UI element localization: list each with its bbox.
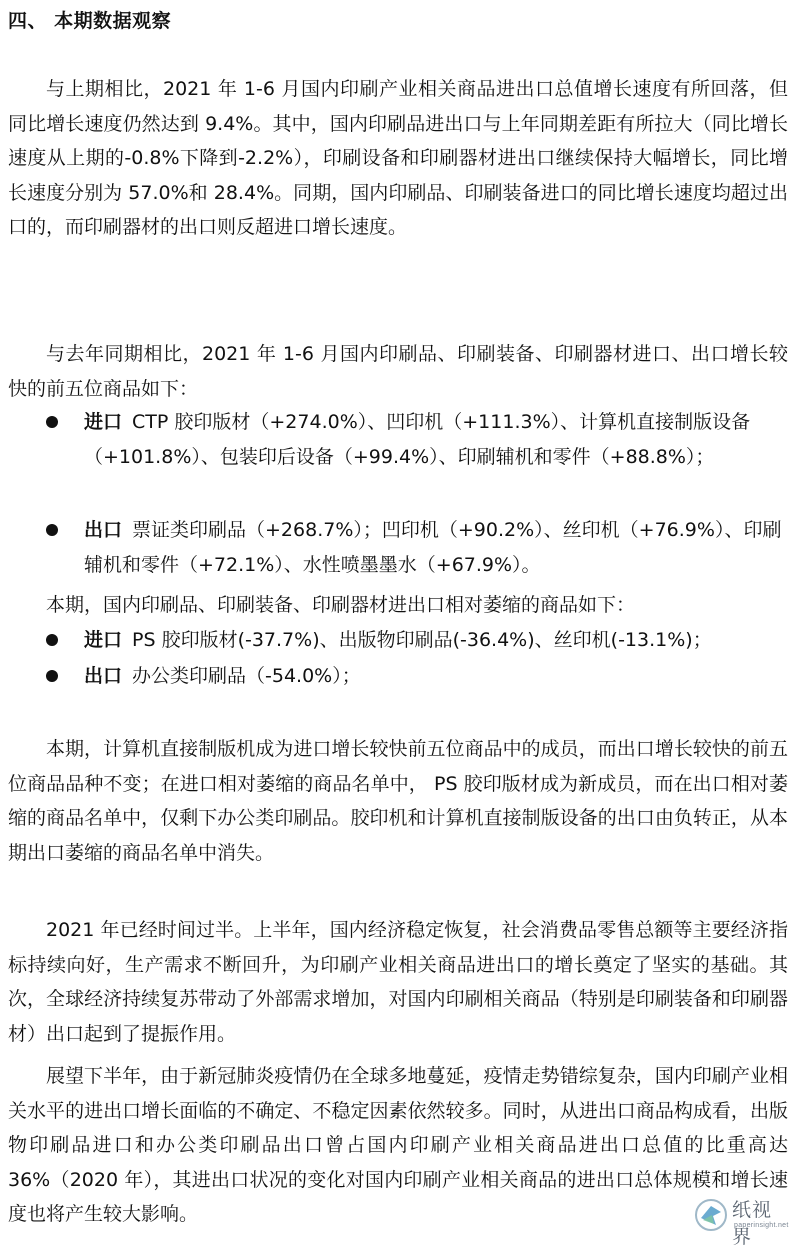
- bullet-icon: [46, 416, 58, 428]
- watermark-url: paperinsight.net: [734, 1222, 789, 1229]
- list-item-text: CTP 胶印版材（+274.0%）、凹印机（+111.3%）、计算机直接制版设备（+101.8%）、包装印后设备（+99.4%）、印刷辅机和零件（+88.8%）；: [84, 411, 751, 468]
- paragraph-2: 与去年同期相比，2021 年 1-6 月国内印刷品、印刷装备、印刷器材进口、出口增长较快的前五位商品如下：: [8, 343, 788, 400]
- list-item-text: 票证类印刷品（+268.7%）；凹印机（+90.2%）、丝印机（+76.9%）、印刷辅机和零件（+72.1%）、水性喷墨墨水（+67.9%）。: [84, 519, 782, 576]
- paragraph-3: 本期，国内印刷品、印刷装备、印刷器材进出口相对萎缩的商品如下：: [46, 594, 636, 616]
- watermark-name: 纸视界: [732, 1199, 773, 1248]
- paper-bird-logo-icon: [694, 1198, 728, 1232]
- list-item-text: 办公类印刷品（-54.0%）；: [132, 665, 361, 687]
- paragraph-1: 与上期相比，2021 年 1-6 月国内印刷产业相关商品进出口总值增长速度有所回落，但同比增长速度仍然达到 9.4%。其中，国内印刷品进出口与上年同期差距有所拉大（同比增长速度从上期的-0.8%下降到-2.2%），印刷设备和印刷器材进出口继续保持大幅增长，同比增长速度分别为 57.0%和 28.4%。同期，国内印刷品、印刷装备进口的同比增长速度均超过出口的，而印刷器材的出口则反超进口增长速度。: [8, 78, 788, 238]
- list-item-label: 进口: [84, 629, 123, 651]
- bullet-icon: [46, 524, 58, 536]
- watermark: [694, 1195, 790, 1248]
- list-item-label: 出口: [84, 519, 123, 541]
- paragraph-6: 展望下半年，由于新冠肺炎疫情仍在全球多地蔓延，疫情走势错综复杂，国内印刷产业相关水平的进出口增长面临的不确定、不稳定因素依然较多。同时，从进出口商品构成看，出版物印刷品进口和办公类印刷品出口曾占国内印刷产业相关商品进出口总值的比重高达 36%（2020 年），其进出口状况的变化对国内印刷产业相关商品的进出口总体规模和增长速度也将产生较大影响。: [8, 1065, 788, 1225]
- list-item-text: PS 胶印版材(-37.7%)、出版物印刷品(-36.4%)、丝印机(-13.1%)；: [132, 629, 712, 651]
- list-item-label: 出口: [84, 665, 123, 687]
- bullet-icon: [46, 670, 58, 682]
- paragraph-4: 本期，计算机直接制版机成为进口增长较快前五位商品中的成员，而出口增长较快的前五位商品品种不变；在进口相对萎缩的商品名单中， PS 胶印版材成为新成员，而在出口相对萎缩的商品名单中，仅剩下办公类印刷品。胶印机和计算机直接制版设备的出口由负转正，从本期出口萎缩的商品名单中消失。: [8, 738, 788, 864]
- section-heading: 四、 本期数据观察: [8, 10, 172, 32]
- bullet-icon: [46, 634, 58, 646]
- paragraph-5: 2021 年已经时间过半。上半年，国内经济稳定恢复，社会消费品零售总额等主要经济指标持续向好，生产需求不断回升，为印刷产业相关商品进出口的增长奠定了坚实的基础。其次，全球经济持续复苏带动了外部需求增加，对国内印刷相关商品（特别是印刷装备和印刷器材）出口起到了提振作用。: [8, 919, 788, 1045]
- list-item-label: 进口: [84, 411, 123, 433]
